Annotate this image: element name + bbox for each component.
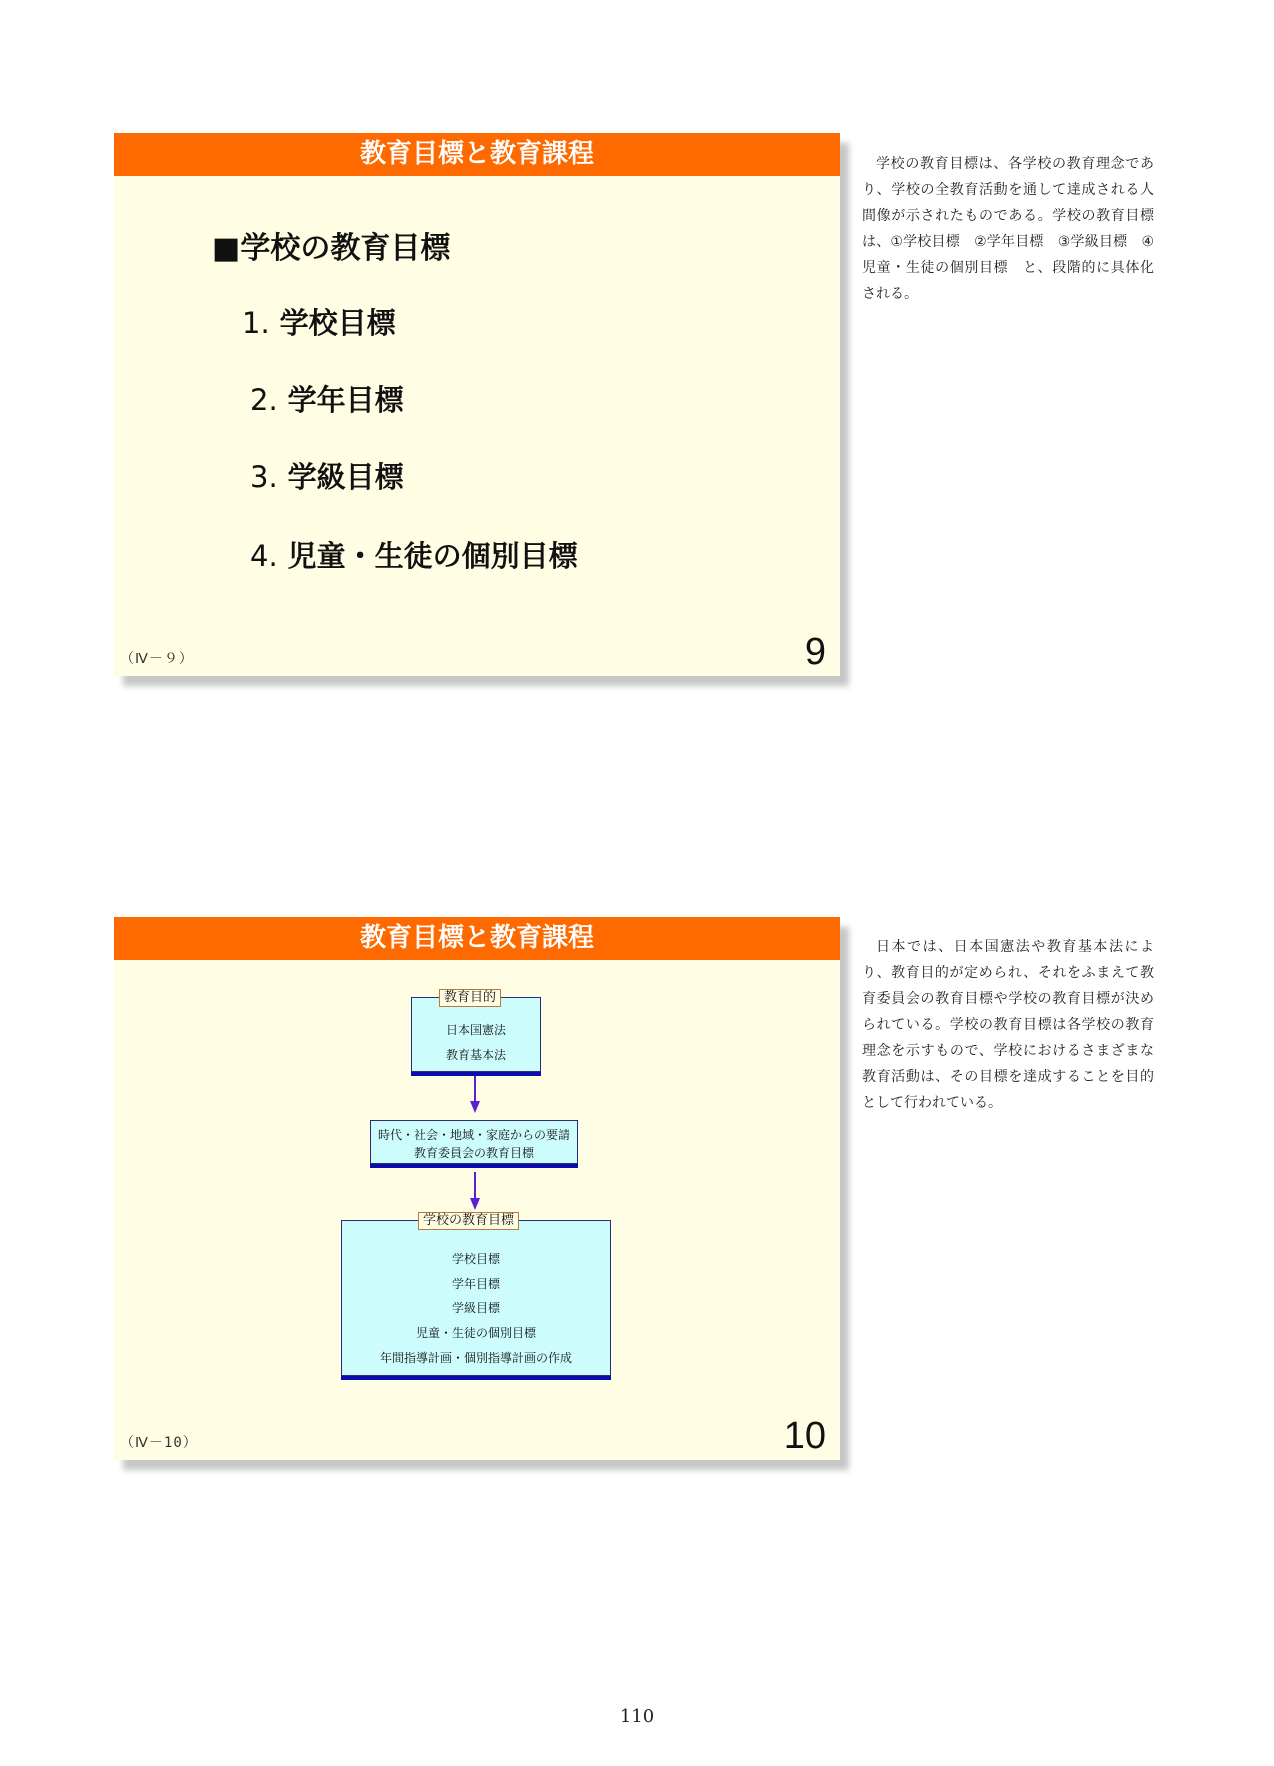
list-item-number: 1. bbox=[242, 306, 270, 340]
box-line: 日本国憲法 bbox=[445, 1023, 506, 1037]
list-item-text: 学校目標 bbox=[279, 306, 396, 340]
list-item-number: 4. bbox=[250, 539, 278, 573]
box-line: 時代・社会・地域・家庭からの要請 bbox=[377, 1128, 570, 1142]
box-tag: 学校の教育目標 bbox=[418, 1212, 519, 1230]
list-item-text: 児童・生徒の個別目標 bbox=[287, 539, 578, 573]
slide-10 bbox=[114, 917, 840, 1460]
slide-number: 9 bbox=[804, 631, 826, 673]
arrowhead-icon bbox=[470, 1101, 480, 1113]
box-line: 学年目標 bbox=[451, 1277, 500, 1291]
box-line: 児童・生徒の個別目標 bbox=[415, 1326, 536, 1340]
box-line: 年間指導計画・個別指導計画の作成 bbox=[379, 1351, 572, 1365]
slide-title: 教育目標と教育課程 bbox=[114, 133, 840, 176]
slide-reference: （Ⅳ－10） bbox=[120, 1435, 198, 1451]
education-purpose-box bbox=[411, 997, 541, 1072]
list-item-number: 2. bbox=[250, 383, 278, 417]
demands-box bbox=[370, 1120, 578, 1164]
box-line: 学級目標 bbox=[451, 1301, 500, 1315]
box-line: 教育基本法 bbox=[445, 1048, 506, 1062]
list-item bbox=[250, 378, 404, 419]
box-tag: 教育目的 bbox=[439, 989, 501, 1007]
slide-title: 教育目標と教育課程 bbox=[114, 917, 840, 960]
box-line: 学校目標 bbox=[451, 1252, 500, 1266]
box-line: 教育委員会の教育目標 bbox=[413, 1146, 534, 1160]
section-heading: ■学校の教育目標 bbox=[212, 231, 451, 266]
list-item-number: 3. bbox=[250, 460, 278, 494]
school-goals-box bbox=[341, 1220, 611, 1376]
page-number: 110 bbox=[619, 1706, 655, 1727]
slide-reference: （Ⅳ－９） bbox=[120, 651, 194, 667]
list-item-text: 学年目標 bbox=[287, 383, 404, 417]
list-item bbox=[242, 301, 396, 342]
list-item-text: 学級目標 bbox=[287, 460, 404, 494]
slide-note: 学校の教育目標は、各学校の教育理念であり、学校の全教育活動を通して達成される人間像が示されたものである。学校の教育目標は、①学校目標 ②学年目標 ③学級目標 ④児童・生徒の個別目標 と、段階的に具体化される。 bbox=[862, 156, 1154, 302]
slide-note: 日本では、日本国憲法や教育基本法により、教育目的が定められ、それをふまえて教育委員会の教育目標や学校の教育目標が決められている。学校の教育目標は各学校の教育理念を示すもので、学校におけるさまざまな教育活動は、その目標を達成することを目的として行われている。 bbox=[862, 939, 1154, 1111]
arrowhead-icon bbox=[470, 1198, 480, 1210]
slide-number: 10 bbox=[783, 1415, 826, 1457]
list-item bbox=[250, 455, 404, 496]
list-item bbox=[250, 534, 578, 575]
slide-9 bbox=[114, 133, 840, 676]
